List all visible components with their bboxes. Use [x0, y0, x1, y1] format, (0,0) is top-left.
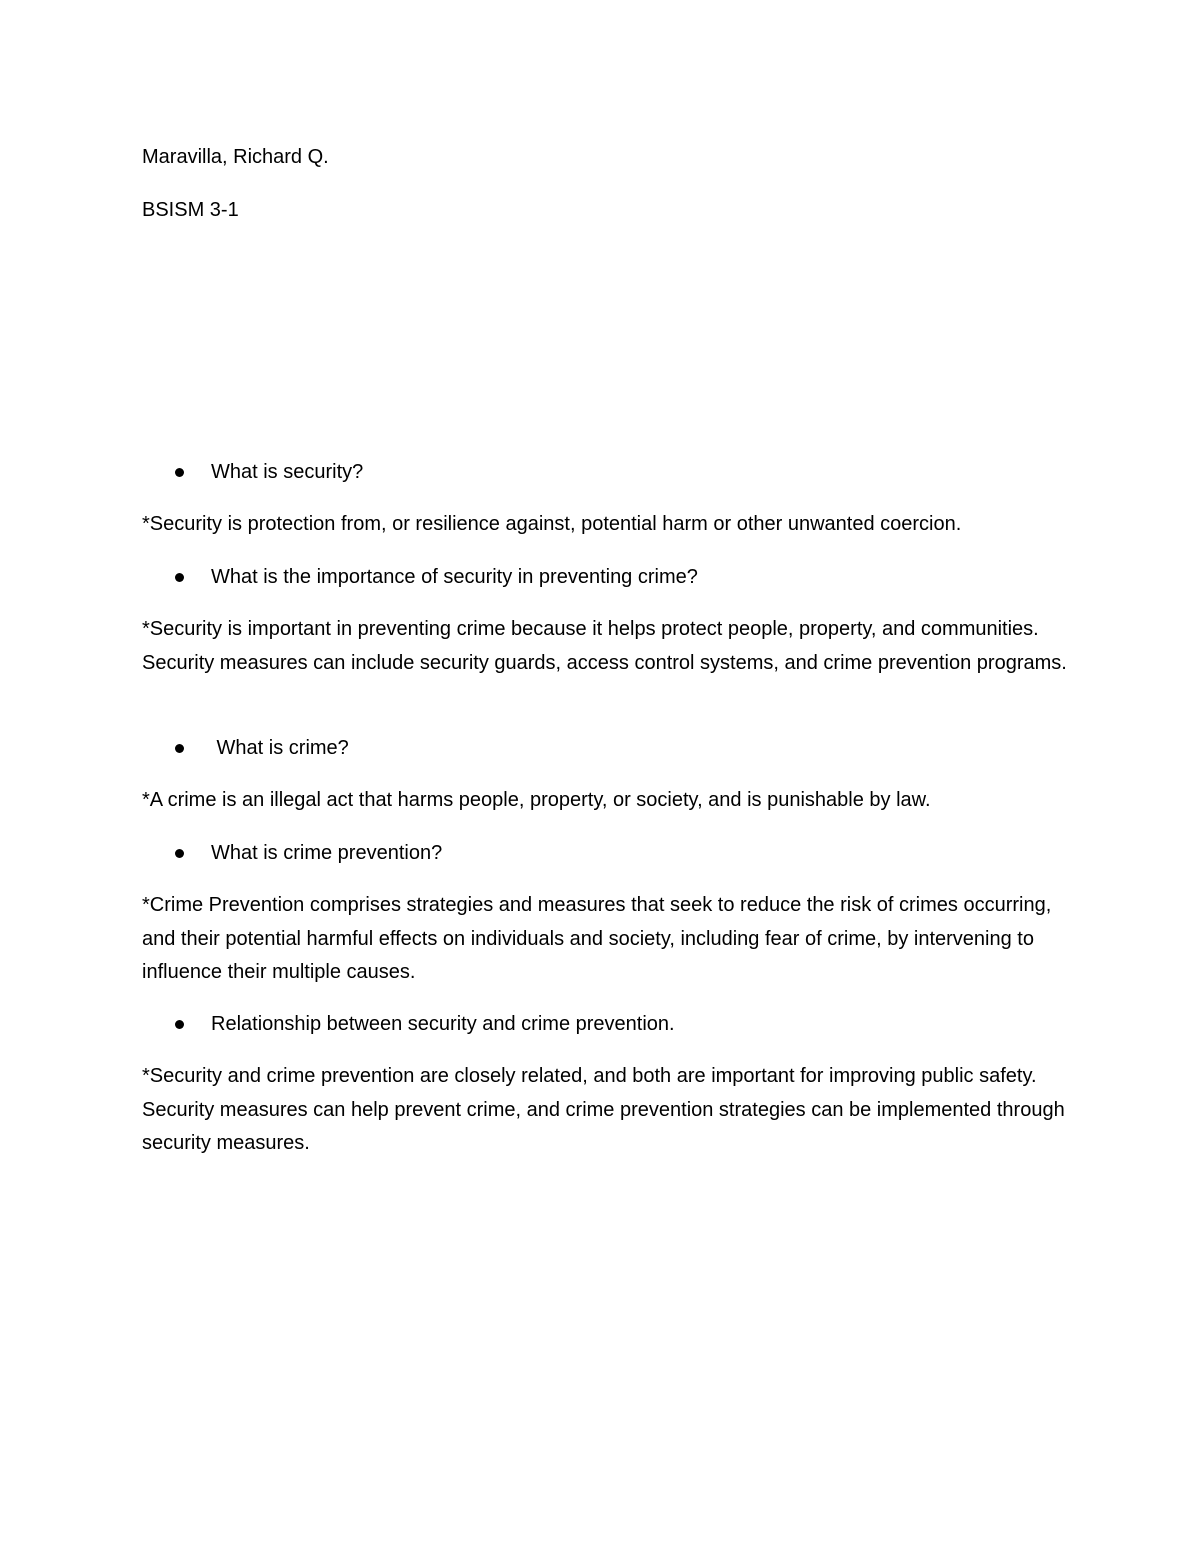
question-text: What is the importance of security in preventing crime?	[211, 566, 698, 588]
answer-text: *Security is protection from, or resilience against, potential harm or other unwanted coercion.	[142, 513, 962, 535]
answer-text: *Security is important in preventing crime because it helps protect people, property, and communities. Security measures can include security guards, access control systems, and crime prevention programs.	[142, 618, 1067, 674]
question-item	[142, 456, 1072, 489]
question-item	[142, 1008, 1072, 1041]
question-text: What is crime prevention?	[211, 842, 443, 864]
bullet-icon	[175, 468, 184, 477]
student-name: Maravilla, Richard Q.	[142, 146, 329, 168]
bullet-icon	[175, 744, 184, 753]
student-section: BSISM 3-1	[142, 199, 239, 221]
bullet-icon	[175, 1020, 184, 1029]
answer-text: *Security and crime prevention are closely related, and both are important for improving public safety. Security measures can help prevent crime, and crime prevention strategies can be implemented through security measures.	[142, 1065, 1065, 1154]
question-text: What is security?	[211, 461, 364, 483]
question-text: What is crime?	[211, 737, 349, 759]
question-text: Relationship between security and crime prevention.	[211, 1013, 675, 1035]
question-item	[142, 732, 1072, 765]
answer-text: *A crime is an illegal act that harms people, property, or society, and is punishable by law.	[142, 789, 931, 811]
bullet-icon	[175, 573, 184, 582]
answer-text: *Crime Prevention comprises strategies and measures that seek to reduce the risk of crimes occurring, and their potential harmful effects on individuals and society, including fear of crime, by intervening to influence their multiple causes.	[142, 894, 1052, 983]
question-item	[142, 837, 1072, 870]
bullet-icon	[175, 849, 184, 858]
question-item	[142, 561, 1072, 594]
